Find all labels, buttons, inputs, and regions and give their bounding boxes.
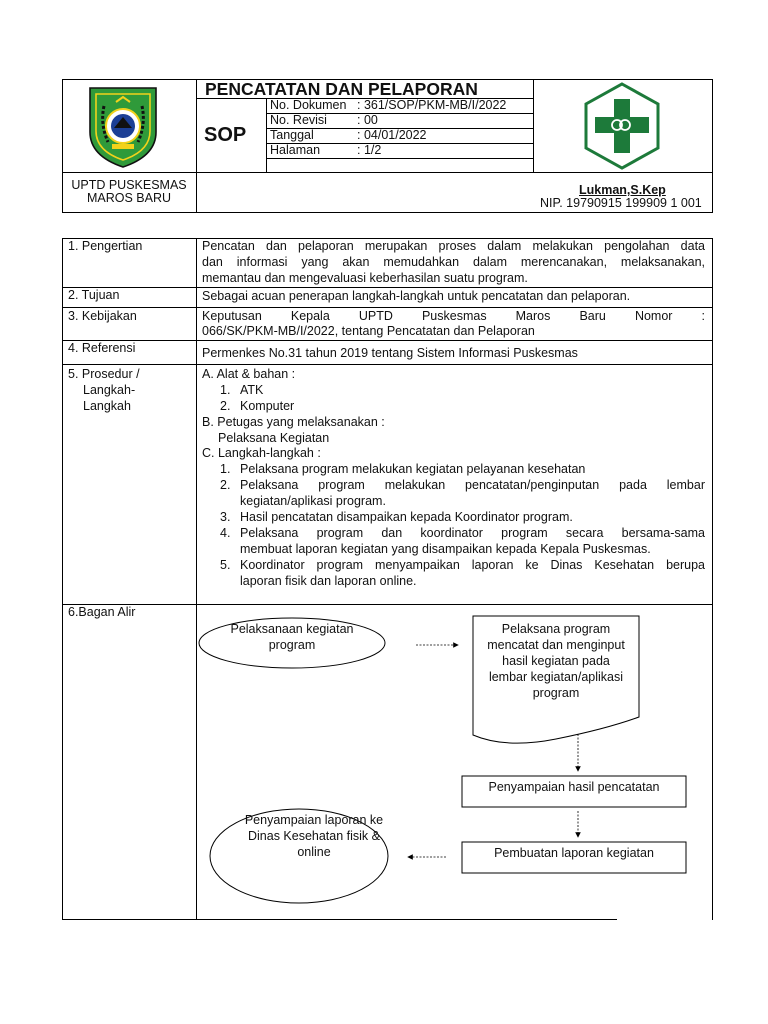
header-border-right (712, 79, 713, 213)
langkah-3-line-1: Hasil pencatatan disampaikan kepada Koordinator program. (240, 510, 573, 524)
petugas-text: Pelaksana Kegiatan (218, 431, 330, 445)
langkah-5-num: 5. (220, 558, 231, 572)
signer-name: Lukman,S.Kep (579, 183, 666, 197)
tujuan-text: Sebagai acuan penerapan langkah-langkah untuk pencatatan dan pelaporan. (202, 289, 631, 303)
flow-step5-line-2: Dinas Kesehatan fisik & (247, 829, 380, 843)
flow-step2-line-4: lembar kegiatan/aplikasi (488, 670, 624, 684)
referensi-text: Permenkes No.31 tahun 2019 tentang Sistem Informasi Puskesmas (202, 346, 578, 360)
row-line-4 (62, 364, 713, 365)
meta-label-tanggal: Tanggal (270, 128, 314, 142)
langkah-2-num: 2. (220, 478, 231, 492)
langkah-2-line-2: kegiatan/aplikasi program. (240, 494, 386, 508)
flow-step4-text: Pembuatan laporan kegiatan (494, 846, 654, 860)
alat-bahan-title: A. Alat & bahan : (202, 367, 296, 381)
document-title: PENCATATAN DAN PELAPORAN (205, 79, 478, 99)
langkah-1-line-1: Pelaksana program melakukan kegiatan pelayanan kesehatan (240, 462, 586, 476)
langkah-1-num: 1. (220, 462, 231, 476)
regency-logo (86, 84, 160, 170)
org-name-line2: MAROS BARU (86, 191, 172, 205)
header-row-split (62, 172, 713, 173)
langkah-2-line-1: Pelaksana program melakukan pencatatan/penginputan pada lembar (240, 478, 705, 492)
langkah-5-line-2: laporan fisik dan laporan online. (240, 574, 417, 588)
flow-step1-line-1: Pelaksanaan kegiatan (230, 622, 354, 636)
langkah-4-line-2: membuat laporan kegiatan yang disampaikan kepada Kepala Puskesmas. (240, 542, 651, 556)
alat-item-1: ATK (240, 383, 264, 397)
pengertian-line-2: dan informasi yang akan memudahkan dalam merencanakan, melaksanakan, (202, 255, 705, 269)
meta-value-revisi: : 00 (357, 113, 378, 127)
meta-label-revisi: No. Revisi (270, 113, 327, 127)
row-line-1 (62, 287, 713, 288)
flow-step5-line-1: Penyampaian laporan ke (244, 813, 384, 827)
langkah-5-line-1: Koordinator program menyampaikan laporan ke Dinas Kesehatan berupa (240, 558, 705, 572)
health-office-logo (583, 81, 661, 171)
label-tujuan: 2. Tujuan (68, 288, 120, 302)
label-prosedur-1: 5. Prosedur / (68, 367, 140, 381)
langkah-title: C. Langkah-langkah : (202, 446, 321, 460)
langkah-3-num: 3. (220, 510, 231, 524)
alat-item-1-num: 1. (220, 383, 231, 397)
flow-step2-line-3: hasil kegiatan pada (502, 654, 610, 668)
org-name-line1: UPTD PUSKESMAS (71, 178, 187, 192)
alat-item-2: Komputer (240, 399, 295, 413)
header-border-bottom (62, 212, 713, 213)
row-line-3 (62, 340, 713, 341)
sop-label: SOP (204, 124, 247, 146)
label-prosedur-3: Langkah (83, 399, 131, 413)
alat-item-2-num: 2. (220, 399, 231, 413)
label-referensi: 4. Referensi (68, 341, 136, 355)
langkah-4-num: 4. (220, 526, 231, 540)
kebijakan-line-2: 066/SK/PKM-MB/I/2022, tentang Pencatatan dan Pelaporan (202, 324, 535, 338)
label-pengertian: 1. Pengertian (68, 239, 143, 253)
flow-step5-line-3: online (297, 845, 331, 859)
sop-meta-divider (266, 98, 267, 173)
body-border-bottom (62, 919, 617, 920)
pengertian-line-3: memantau dan mengevaluasi keberhasilan suatu program. (202, 271, 528, 285)
meta-value-halaman: : 1/2 (357, 143, 382, 157)
signer-nip: NIP. 19790915 199909 1 001 (540, 196, 702, 210)
meta-value-dokumen: : 361/SOP/PKM-MB/I/2022 (357, 98, 507, 112)
meta-label-halaman: Halaman (270, 143, 321, 157)
flow-step2-line-2: mencatat dan menginput (487, 638, 625, 652)
kebijakan-line-1: Keputusan Kepala UPTD Puskesmas Maros Baru Nomor : (202, 309, 705, 323)
label-bagan-alir: 6.Bagan Alir (68, 605, 136, 619)
petugas-title: B. Petugas yang melaksanakan : (202, 415, 385, 429)
meta-value-tanggal: : 04/01/2022 (357, 128, 427, 142)
flow-step3-text: Penyampaian hasil pencatatan (488, 780, 660, 794)
header-divider-1 (196, 79, 197, 213)
label-kebijakan: 3. Kebijakan (68, 309, 137, 323)
langkah-4-line-1: Pelaksana program dan koordinator program secara bersama-sama (240, 526, 705, 540)
row-line-2 (62, 307, 713, 308)
pengertian-line-1: Pencatan dan pelaporan merupakan proses dalam melakukan pengolahan data (202, 239, 705, 253)
meta-label-dokumen: No. Dokumen (270, 98, 347, 112)
flow-step1-line-2: program (268, 638, 316, 652)
label-prosedur-2: Langkah- (83, 383, 136, 397)
flow-step2-line-5: program (532, 686, 580, 700)
flow-step2-line-1: Pelaksana program (501, 622, 611, 636)
